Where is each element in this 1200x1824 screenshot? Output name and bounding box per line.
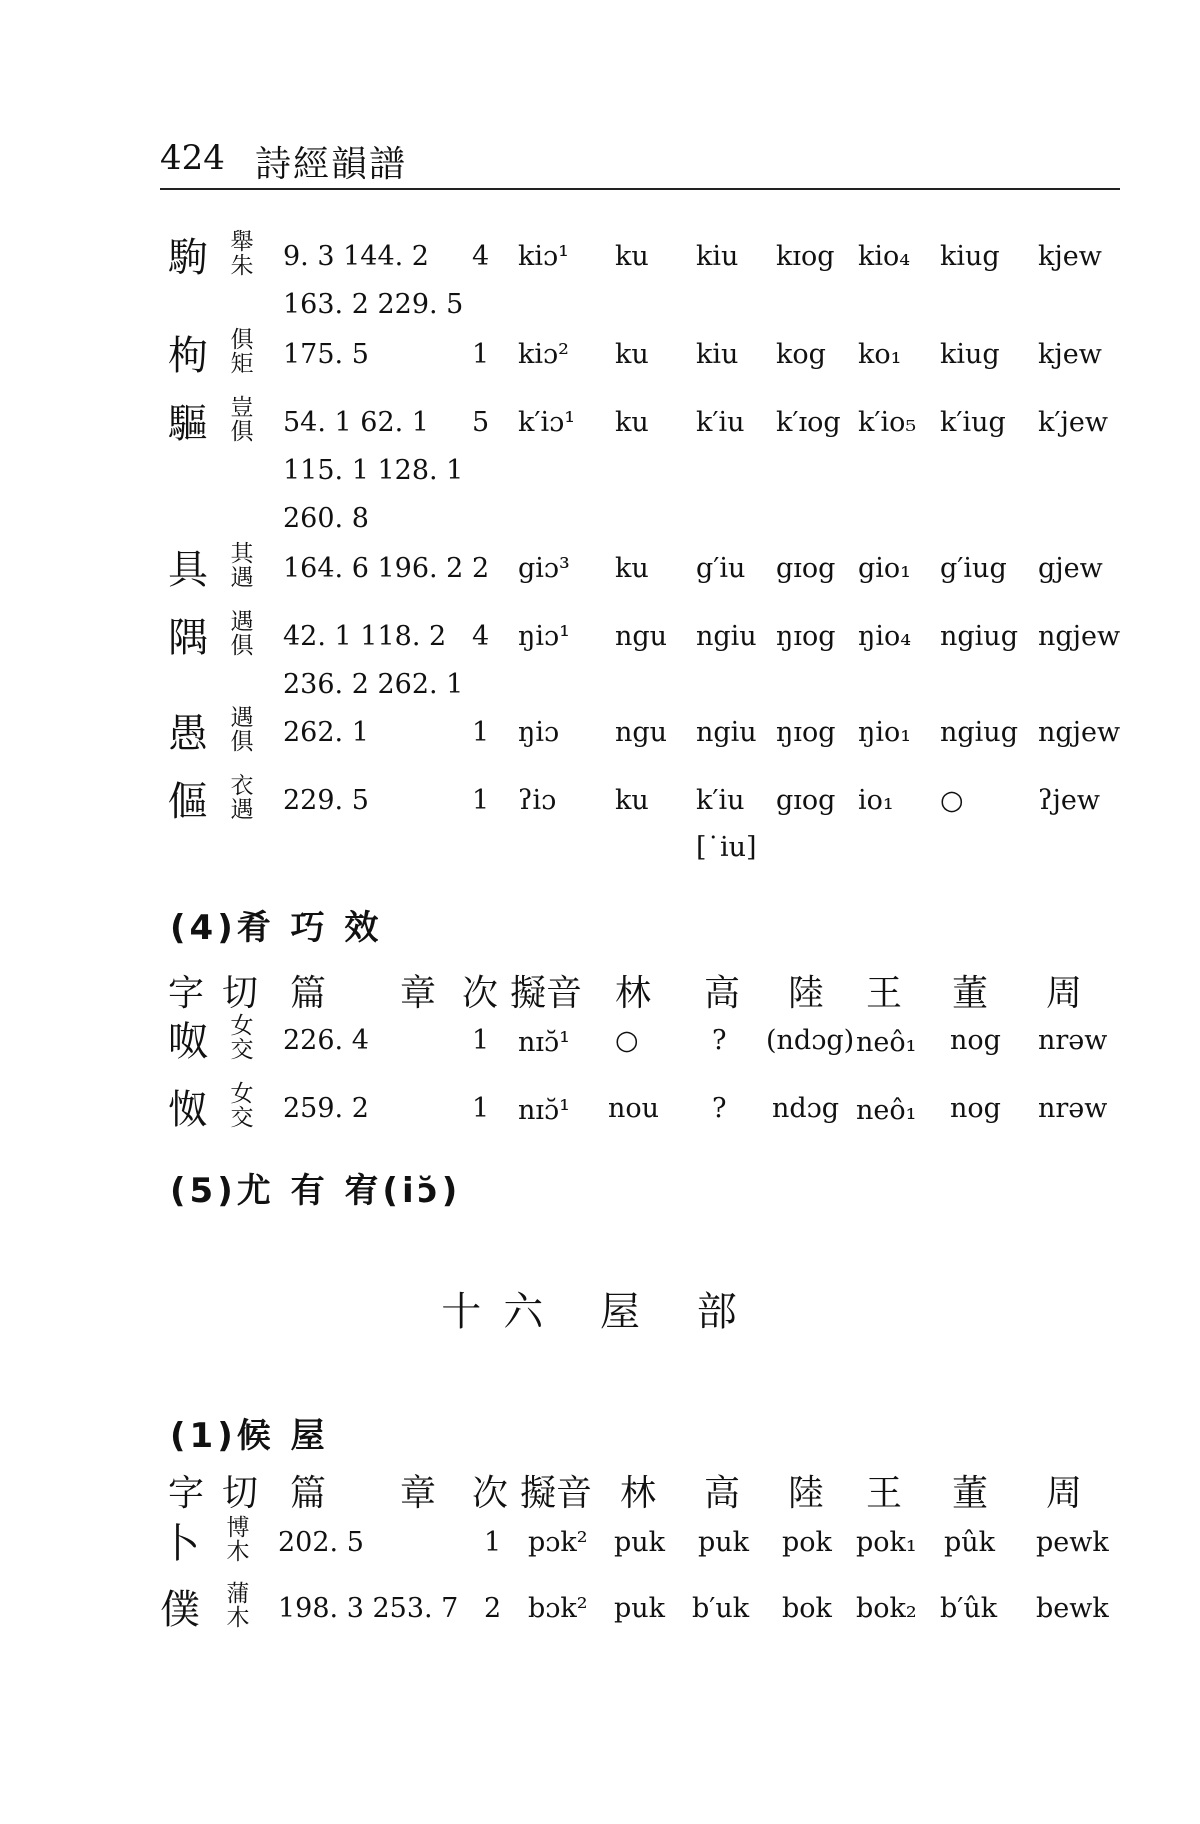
gao-value: kiu [696,339,739,370]
count: 1 [472,785,490,816]
fanqie-lower: 遇 [230,797,254,823]
gao-value: ngiu [696,717,757,748]
table-row [0,541,1200,593]
reconstruction: nɪɔ̆¹ [518,1027,570,1058]
header-char: 字 [168,1473,205,1514]
header-reconstruction: 擬音 [510,973,583,1014]
refs: 164. 6 196. 2 [283,553,464,584]
fanqie-upper: 遇 [230,705,254,731]
lu-value: ŋɪog [776,621,836,652]
gao-value: k′iu [696,785,745,816]
refs: 202. 5 [278,1527,364,1558]
lu-value: ŋɪog [776,717,836,748]
dong-value: kiug [940,241,1000,272]
table-row [0,609,1200,700]
lu-value: gɪog [776,785,836,816]
lin-value: ku [615,785,649,816]
refs-cont: 115. 1 128. 1 [283,455,464,486]
gao-note: [˙iu] [696,832,757,863]
gao-value: kiu [696,241,739,272]
table-row [0,1013,1200,1065]
section-title: (5)尤 有 宥(iɔ̆) [170,1171,462,1211]
header-gao: 高 [704,973,741,1014]
refs: 259. 2 [283,1093,369,1124]
reconstruction: k′iɔ¹ [518,407,576,438]
fanqie-lower: 俱 [230,419,254,445]
zhou-value: ngjew [1038,621,1121,652]
table-row [0,327,1200,379]
fanqie-lower: 矩 [230,351,254,377]
refs: 229. 5 [283,785,369,816]
wang-value: io₁ [858,785,894,816]
header-lin: 林 [620,1473,657,1514]
reconstruction: ʔiɔ [518,785,557,816]
lu-value: ndɔg [772,1093,840,1124]
dong-value: kiug [940,339,1000,370]
gao-value: k′iu [696,407,745,438]
refs-cont: 163. 2 229. 5 [283,289,464,320]
page-number: 424 [160,138,225,178]
table-row [0,1581,1200,1633]
lin-value: ku [615,241,649,272]
header-zhang: 章 [400,1473,437,1514]
dong-value: k′iug [940,407,1006,438]
zhou-value: k′jew [1038,407,1108,438]
count: 1 [472,717,490,748]
dong-value: b′ûk [940,1593,998,1624]
zhou-value: pewk [1036,1527,1109,1558]
table-row [0,773,1200,863]
header-lu: 陸 [788,973,825,1014]
fanqie-lower: 木 [226,1605,250,1631]
header-pian: 篇 [290,973,327,1014]
entry-char: 僕 [160,1587,200,1633]
zhou-value: bewk [1036,1593,1109,1624]
zhou-value: kjew [1038,339,1102,370]
count: 4 [472,241,490,272]
refs-cont: 260. 8 [283,503,369,534]
wang-value: neô₁ [856,1027,917,1058]
header-zhou: 周 [1046,973,1083,1014]
part-title: 十六 屋 部 [441,1289,759,1335]
lin-value: ku [615,553,649,584]
gao-value: ? [712,1025,727,1056]
header-lin: 林 [615,973,652,1014]
wang-value: k′io₅ [858,407,917,438]
refs: 226. 4 [283,1025,369,1056]
table-row [0,1515,1200,1567]
lu-value: pok [782,1527,832,1558]
lin-value: ngu [615,717,668,748]
section-title: (1)候 屋 [170,1416,329,1456]
lin-value: ku [615,339,649,370]
fanqie-upper: 博 [226,1515,250,1541]
table-row [0,1081,1200,1133]
fanqie-lower: 遇 [230,565,254,591]
lu-value: (ndɔg) [766,1025,855,1056]
fanqie-upper: 女 [230,1013,254,1039]
table-row [0,395,1200,534]
dong-value: pûk [944,1527,996,1558]
fanqie-upper: 女 [230,1081,254,1107]
table-header [0,1465,1200,1514]
entry-char: 怓 [168,1087,208,1133]
section-title: (4)肴 巧 效 [170,908,383,948]
lu-value: gɪog [776,553,836,584]
reconstruction: ŋiɔ [518,717,560,748]
reconstruction: kiɔ¹ [518,241,569,272]
count: 1 [484,1527,502,1558]
wang-value: bok₂ [856,1593,917,1624]
entry-char: 駒 [168,235,208,281]
fanqie-upper: 豈 [230,395,254,421]
reconstruction: bɔk² [528,1593,588,1624]
zhou-value: gjew [1038,553,1103,584]
count: 2 [472,553,490,584]
header-gao: 高 [704,1473,741,1514]
lin-value: puk [614,1527,666,1558]
refs: 9. 3 144. 2 [283,241,429,272]
header-char: 字 [168,973,205,1014]
header-wang: 王 [866,1473,903,1514]
fanqie-upper: 衣 [230,773,254,799]
header-dong: 董 [952,973,989,1014]
count: 5 [472,407,490,438]
count: 1 [472,339,490,370]
fanqie-lower: 木 [226,1539,250,1565]
lu-value: kɪog [776,241,835,272]
entry-char: 卜 [160,1521,200,1567]
refs-cont: 236. 2 262. 1 [283,669,464,700]
header-fanqie: 切 [222,1473,259,1514]
entry-char: 愚 [168,711,208,757]
table-row [0,229,1200,320]
header-dong: 董 [952,1473,989,1514]
refs: 42. 1 118. 2 [283,621,447,652]
wang-value: neô₁ [856,1095,917,1126]
lu-value: k′ɪog [776,407,841,438]
zhou-value: nrəw [1038,1025,1108,1056]
dong-value: ngiug [940,621,1018,652]
wang-value: ŋio₁ [858,717,912,748]
entry-char: 驅 [168,401,208,447]
lin-value: ngu [615,621,668,652]
count: 1 [472,1025,490,1056]
wang-value: gio₁ [858,553,911,584]
reconstruction: kiɔ² [518,339,569,370]
zhou-value: ngjew [1038,717,1121,748]
refs: 175. 5 [283,339,369,370]
entry-char: 隅 [168,615,208,661]
dong-value: nog [950,1025,1001,1056]
table-row [0,705,1200,757]
fanqie-upper: 其 [230,541,254,567]
lin-value: nou [608,1093,660,1124]
fanqie-lower: 交 [230,1105,254,1131]
gao-value: b′uk [692,1593,750,1624]
reconstruction: giɔ³ [518,553,570,584]
header-zhang: 章 [400,973,437,1014]
refs: 198. 3 253. 7 [278,1593,459,1624]
header-zhou: 周 [1046,1473,1083,1514]
entry-char: 呶 [168,1019,208,1065]
book-title: 詩經韻譜 [255,144,408,185]
fanqie-lower: 俱 [230,633,254,659]
entry-char: 傴 [168,779,208,825]
reconstruction: nɪɔ̆¹ [518,1095,570,1126]
header-wang: 王 [866,973,903,1014]
table-header [0,965,1200,1014]
zhou-value: nrəw [1038,1093,1108,1124]
wang-value: kio₄ [858,241,911,272]
header-fanqie: 切 [222,973,259,1014]
reconstruction: pɔk² [528,1527,588,1558]
zhou-value: kjew [1038,241,1102,272]
header-ci: 次 [472,1473,509,1514]
fanqie-upper: 俱 [230,327,254,353]
count: 1 [472,1093,490,1124]
fanqie-lower: 交 [230,1037,254,1063]
zhou-value: ʔjew [1038,785,1100,816]
wang-value: ko₁ [858,339,902,370]
lin-value: ku [615,407,649,438]
reconstruction: ŋiɔ¹ [518,621,570,652]
header-ci: 次 [462,973,499,1014]
header-lu: 陸 [788,1473,825,1514]
refs: 262. 1 [283,717,369,748]
lin-value: ○ [615,1025,639,1056]
refs: 54. 1 62. 1 [283,407,429,438]
count: 4 [472,621,490,652]
wang-value: pok₁ [856,1527,917,1558]
fanqie-lower: 朱 [230,253,254,279]
entry-char: 枸 [168,333,208,379]
fanqie-upper: 舉 [230,229,254,255]
dong-value: ○ [940,785,964,816]
lu-value: kog [776,339,826,370]
header-reconstruction: 擬音 [520,1473,593,1514]
gao-value: ngiu [696,621,757,652]
dong-value: g′iug [940,553,1007,584]
dong-value: ngiug [940,717,1018,748]
fanqie-upper: 遇 [230,609,254,635]
header-pian: 篇 [290,1473,327,1514]
fanqie-upper: 蒲 [226,1581,250,1607]
count: 2 [484,1593,502,1624]
dong-value: nog [950,1093,1001,1124]
gao-value: ? [712,1093,727,1124]
gao-value: puk [698,1527,750,1558]
header-rule [160,188,1120,190]
fanqie-lower: 俱 [230,729,254,755]
wang-value: ŋio₄ [858,621,912,652]
lin-value: puk [614,1593,666,1624]
gao-value: g′iu [696,553,746,584]
entry-char: 具 [168,547,208,593]
lu-value: bok [782,1593,832,1624]
